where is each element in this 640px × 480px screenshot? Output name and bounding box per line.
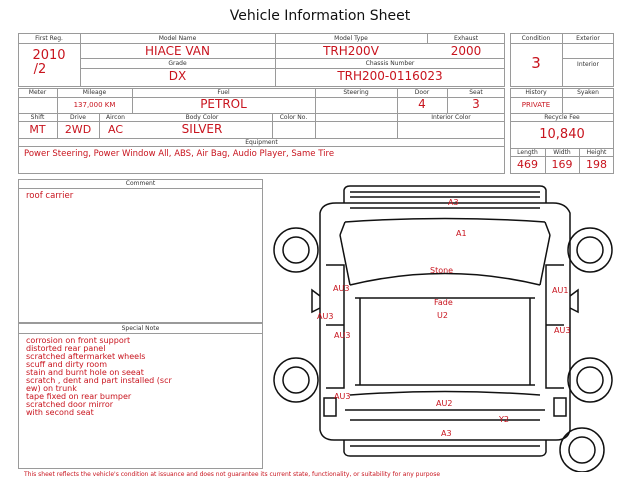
special-note-label: Special Note [121,325,160,332]
condition-value: 3 [531,54,541,72]
steering-label: Steering [343,89,369,96]
footer-disclaimer: This sheet reflects the vehicle's condition at issuance and does not guarantee its current state, functionality, or suitability for any purpose [24,471,441,478]
comment-value: roof carrier [26,191,74,201]
chassis-value: TRH200-0116023 [337,69,443,83]
drive-value: 2WD [64,123,92,136]
damage-mark-rear-panel: AU2 [436,399,453,408]
first-reg-label: First Reg. [35,35,63,42]
damage-mark-right-door: AU3 [554,326,571,335]
shift-label: Shift [30,114,45,121]
history-value: PRIVATE [521,101,551,109]
special-note-line: distorted rear panel [26,344,106,353]
interior-label: Interior [577,61,599,68]
model-type-label: Model Type [334,35,368,42]
damage-mark-left-rear: AU3 [334,392,351,401]
fuel-value: PETROL [200,97,247,111]
aircon-label: Aircon [106,114,125,121]
special-note-line: stain and burnt hole on seeat [26,368,144,377]
color-no-label: Color No. [279,114,308,121]
syaken-label: Syaken [577,89,599,96]
seat-label: Seat [469,89,483,96]
damage-mark-roof: U2 [437,311,448,320]
grade-value: DX [168,69,187,83]
history-label: History [525,89,547,96]
exhaust-label: Exhaust [453,35,479,42]
special-note-line: scratched aftermarket wheels [26,352,146,361]
damage-mark-left-fender: AU3 [333,284,350,293]
special-note-list [26,337,172,417]
condition-label: Condition [521,35,551,42]
aircon-value: AC [107,123,123,136]
damage-mark-rear-bumper: A3 [441,429,452,438]
damage-mark-windshield: A1 [456,229,467,238]
door-value: 4 [418,97,426,111]
exterior-label: Exterior [576,35,600,42]
body-color-label: Body Color [185,114,219,121]
comment-label: Comment [125,180,156,187]
recycle-fee-label: Recycle Fee [544,114,580,121]
model-name-label: Model Name [158,35,197,42]
first-reg-month: /2 [33,62,47,77]
special-note-line: corrosion on front support [26,336,131,345]
damage-mark-front-bumper: A3 [448,198,459,207]
meter-label: Meter [28,89,47,96]
damage-mark-stone: Stone [430,266,454,275]
drive-label: Drive [70,114,86,121]
damage-mark-right-fender: AU1 [552,286,569,295]
special-note-line: scratch , dent and part installed (scr [26,376,172,385]
car-condition-diagram [268,176,618,472]
recycle-fee-value: 10,840 [539,127,585,142]
damage-mark-rear-corner: Y2 [499,415,509,424]
height-label: Height [586,149,607,156]
seat-value: 3 [472,97,480,111]
body-color-value: SILVER [181,122,223,136]
damage-mark-left-mirror: AU3 [317,312,334,321]
height-value: 198 [586,158,607,171]
model-name-value: HIACE VAN [145,44,210,58]
chassis-label: Chassis Number [365,60,415,67]
door-label: Door [414,89,430,96]
length-label: Length [517,149,538,156]
mileage-value: 137,000 KM [73,101,116,109]
mileage-label: Mileage [82,89,107,96]
width-label: Width [553,149,571,156]
equipment-value: Power Steering, Power Window All, ABS, Air Bag, Audio Player, Same Tire [24,149,335,159]
special-note-line: scuff and dirty room [26,360,107,369]
model-type-value: TRH200V [323,44,379,58]
equipment-label: Equipment [245,139,278,146]
shift-value: MT [29,123,46,136]
first-reg-year: 2010 [32,48,66,63]
damage-mark-left-door: AU3 [334,331,351,340]
width-value: 169 [551,158,573,171]
interior-color-label: Interior Color [431,114,471,121]
special-note-line: scratched door mirror [26,400,114,409]
sheet-title: Vehicle Information Sheet [229,8,411,24]
fuel-label: Fuel [217,89,230,96]
exhaust-value: 2000 [450,44,482,58]
damage-mark-fade: Fade [434,298,453,307]
special-note-line: ew) on trunk [26,384,77,393]
special-note-line: with second seat [26,408,94,417]
special-note-line: tape fixed on rear bumper [26,392,132,401]
grade-label: Grade [168,60,187,67]
length-value: 469 [517,158,538,171]
